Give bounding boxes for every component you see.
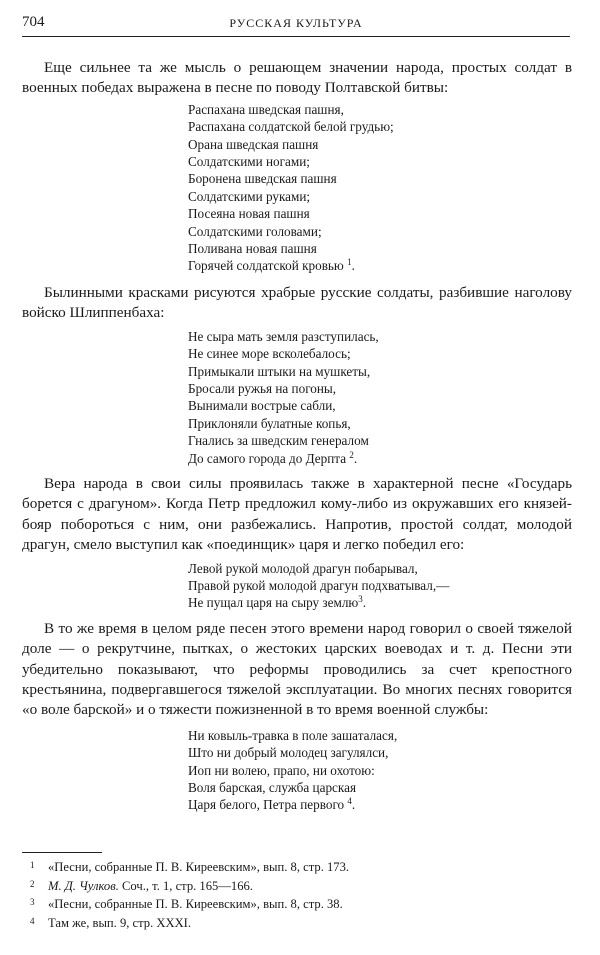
verse-line: Левой рукой молодой драгун побарывал, (188, 560, 418, 576)
verse-line: Воля барская, служба царская (188, 780, 357, 796)
running-title: РУССКАЯ КУЛЬТУРА (229, 16, 363, 30)
verse-line: Горячей солдатской кровью (188, 258, 344, 274)
verse-shlippenbach (188, 328, 572, 467)
page-header (22, 12, 570, 37)
footnote-mark: 1 (30, 860, 35, 870)
body-text (22, 58, 572, 814)
verse-line-last: Горячей солдатской кровью $^1$. (188, 257, 355, 274)
verse-line: Не сыра мать земля разступилась, (188, 328, 379, 344)
footnote-4 (22, 913, 572, 932)
verse-volya (188, 727, 572, 814)
verse-line: Не синее море всколебалось; (188, 346, 351, 362)
verse-line: Не пущал царя на сыру землю (188, 595, 359, 611)
verse-line: Поливана новая пашня (188, 241, 317, 257)
verse-line: Гнались за шведским генералом (188, 433, 369, 449)
footnotes (22, 852, 572, 931)
verse-line: Примыкали штыки на мушкеты, (188, 363, 371, 379)
footnote-divider (22, 852, 102, 853)
verse-line-last: Не пущал царя на сыру землю$^3$. (188, 594, 367, 611)
footnote-1 (22, 857, 572, 876)
verse-line: Ни ковыль-травка в поле зашаталася, (188, 727, 398, 743)
footnote-mark: 3 (30, 897, 35, 908)
verse-line-last: До самого города до Дерпта $^2$. (188, 449, 358, 466)
footnote-ref: 4 (347, 796, 352, 807)
paragraph-dragun-intro: Вера народа в свои силы проявилась также в характерной песне «Государь борется с драгуном». Когда Петр предложил кому-либо из окружавших его князей-бояр побороться с ним, они разбежались. Напротив, простой солдат, молодой драгун, смело выступил как «поединщик» царя и легко победил его: (22, 474, 572, 554)
paragraph-shlippenbach-intro: Былинными красками рисуются храбрые русские солдаты, разбившие наголову войско Шлиппенбаха: (22, 283, 572, 322)
footnote-ref: 2 (349, 449, 354, 460)
footnote-ref: 3 (358, 594, 363, 605)
verse-line: До самого города до Дерпта (188, 450, 347, 466)
verse-line: Солдатскими руками; (188, 188, 311, 204)
verse-line: Солдатскими ногами; (188, 154, 310, 170)
footnote-author: М. Д. Чулков. (48, 878, 119, 893)
footnote-mark: 4 (30, 915, 35, 926)
verse-poltava (188, 101, 572, 275)
verse-line: Вынимали вострые сабли, (188, 398, 336, 414)
footnote-3 (22, 894, 572, 913)
paragraph-volya-intro: В то же время в целом ряде песен этого времени народ говорил о своей тяжелой доле — о рекрутчине, пытках, о жестоких царских воеводах и т. д. Песни эти убедительно показывают, что реформы проводились за счет крепостного крестьянина, подвергавшегося тяжелой эксплуатации. Во многих песнях говорится «о воле барской» и о тяжести пожизненной в то время военной службы: (22, 619, 572, 719)
verse-line: Правой рукой молодой драгун подхватывал,— (188, 577, 450, 593)
verse-line: Орана шведская пашня (188, 136, 319, 152)
verse-line: Бросали ружья на погоны, (188, 380, 337, 396)
footnote-mark: 2 (30, 878, 35, 889)
footnote-text: Там же, вып. 9, стр. XXXI. (48, 915, 192, 930)
verse-line-last: Царя белого, Петра первого $^4$. (188, 796, 356, 813)
verse-line: Царя белого, Петра первого (188, 797, 345, 813)
paragraph-poltava-intro: Еще сильнее та же мысль о решающем значении народа, простых солдат в военных победах выражена в песне по поводу Полтавской битвы: (22, 59, 572, 97)
footnote-text: «Песни, собранные П. В. Киреевским», вып. 8, стр. 38. (48, 897, 343, 912)
footnote-2 (22, 876, 572, 895)
verse-line: Боронена шведская пашня (188, 171, 337, 187)
page-number: 704 (22, 14, 45, 30)
verse-line: Распахана солдатской белой грудью; (188, 119, 394, 135)
footnote-text: Соч., т. 1, стр. 165—166. (118, 878, 253, 893)
verse-dragun (188, 560, 572, 612)
verse-line: Што ни добрый молодец загулялси, (188, 745, 389, 761)
verse-line: Солдатскими головами; (188, 223, 322, 239)
verse-line: Посеяна новая пашня (188, 206, 310, 222)
verse-line: Иоп ни волею, прапо, ни охотою: (188, 762, 375, 778)
footnote-ref: 1 (347, 257, 352, 268)
footnote-text: «Песни, собранные П. В. Киреевским», вып. 8, стр. 173. (48, 860, 350, 874)
verse-line: Распахана шведская пашня, (188, 101, 344, 117)
verse-line: Приклоняли булатные копья, (188, 415, 351, 431)
